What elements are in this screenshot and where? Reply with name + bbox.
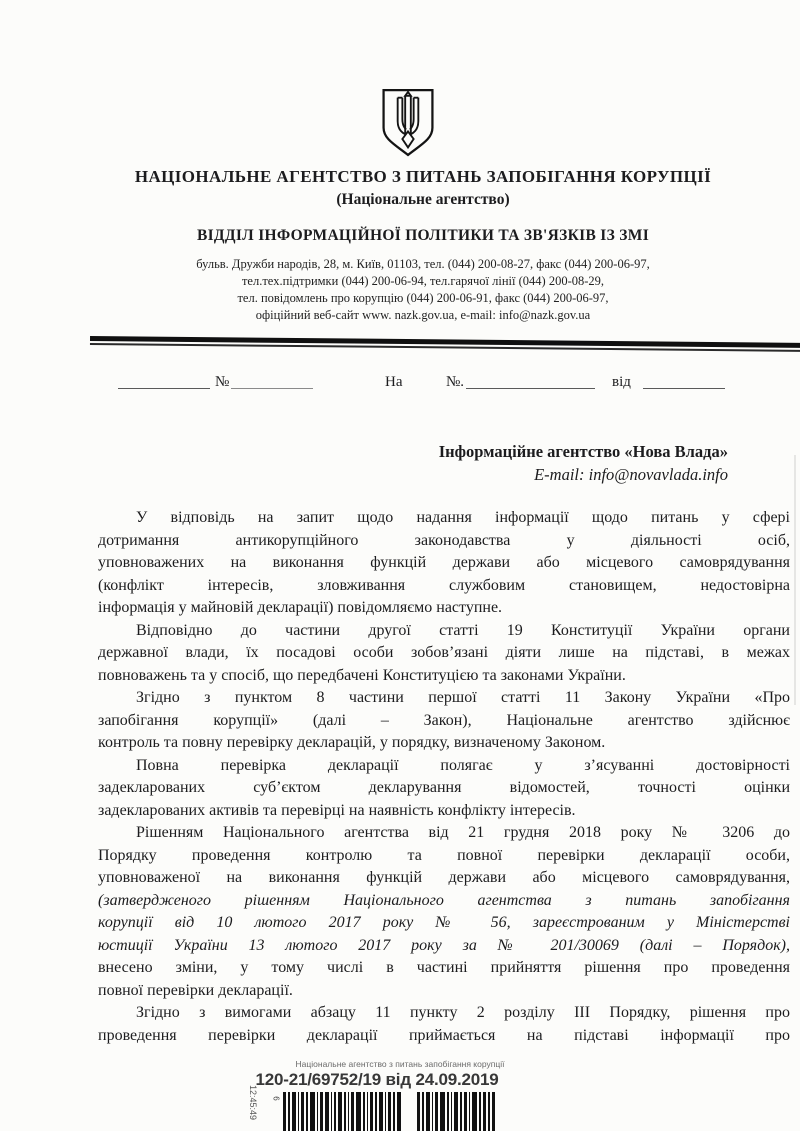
registration-barcode: [283, 1092, 495, 1131]
address-line: офіційний веб-сайт www. nazk.gov.ua, e-mail: info@nazk.gov.ua: [255, 308, 591, 322]
body-line: У відповідь на запит щодо надання інформації щодо питань у сфері: [136, 509, 790, 526]
footer-registration-number: 120-21/69752/19 від 24.09.2019: [255, 1070, 499, 1089]
body-line: Згідно з пунктом 8 частини першої статті 11 Закону України «Про: [136, 689, 790, 706]
body-line: Порядку проведення контролю та повної перевірки декларації особи,: [98, 846, 790, 864]
body-line: інформація у майновій декларації) повідомляємо наступне.: [98, 599, 503, 616]
org-name: НАЦІОНАЛЬНЕ АГЕНТСТВО З ПИТАНЬ ЗАПОБІГАННЯ КОРУПЦІЇ: [134, 167, 712, 186]
incoming-date-label: від: [612, 374, 631, 390]
body-line: уповноваженої на виконання функцій держави або місцевого самоврядування,: [98, 869, 790, 886]
body-line: задекларованих активів та перевірці на наявність конфлікту інтересів.: [98, 801, 576, 819]
incoming-number-blank: [466, 374, 595, 389]
body-line: проведення перевірки декларації приймається на підставі інформації про: [98, 1026, 790, 1044]
ukraine-trident-icon: [377, 86, 439, 160]
incoming-number-label: №.: [446, 374, 465, 390]
footer-barcode-prefix: 6: [271, 1096, 281, 1101]
outgoing-number-label: №: [215, 374, 230, 390]
outgoing-date-blank: [118, 374, 210, 389]
body-line: (затвердженого рішенням Національного агентства з питань запобігання: [98, 891, 790, 909]
recipient-block: [439, 440, 728, 486]
body-line: юстиції України 13 лютого 2017 року за № 201/30069 (далі – Порядок),: [98, 936, 790, 954]
body-paragraph: [98, 822, 790, 1002]
reply-to-label: На: [385, 374, 403, 390]
body-line: (конфлікт інтересів, зловживання службовим становищем, недостовірна: [98, 576, 790, 594]
letter-body: [98, 507, 790, 1047]
body-paragraph: [98, 687, 790, 755]
scan-edge-artifact: [794, 455, 796, 705]
body-line: Відповідно до частини другої статті 19 Конституції України органи: [136, 621, 790, 639]
body-line: державної влади, їх посадові особи зобов’язані діяти лише на підставі, в межах: [98, 644, 790, 661]
footer-time-vertical: 12:45:49: [248, 1085, 258, 1121]
body-paragraph: [98, 755, 790, 823]
org-short-name: (Національне агентство): [336, 191, 510, 208]
body-line: повної перевірки декларації.: [98, 981, 293, 999]
body-line: корупції від 10 лютого 2017 року № 56, зареєстрованим у Міністерстві: [98, 914, 790, 931]
body-paragraph: [98, 1002, 790, 1047]
body-line: задекларованих суб’єктом декларування відомостей, точності оцінки: [98, 779, 790, 796]
address-line: тел.тех.підтримки (044) 200-06-94, тел.гарячої лінії (044) 200-08-29,: [241, 274, 605, 288]
body-paragraph: [98, 620, 790, 688]
department-name: ВІДДІЛ ІНФОРМАЦІЙНОЇ ПОЛІТИКИ ТА ЗВ'ЯЗКІВ ІЗ ЗМІ: [196, 227, 650, 244]
reference-line: [0, 366, 800, 392]
body-line: контроль та повну перевірку декларацій, у порядку, визначеному Законом.: [98, 734, 606, 751]
recipient-name: Інформаційне агентство «Нова Влада»: [438, 442, 728, 461]
footer-org-name: Національне агентство з питань запобігання корупції: [295, 1059, 505, 1069]
address-line: бульв. Дружби народів, 28, м. Київ, 01103, тел. (044) 200-08-27, факс (044) 200-06-97,: [196, 257, 650, 271]
address-block: [46, 256, 800, 324]
letterhead-divider-rule: [90, 336, 800, 352]
body-paragraph: [98, 507, 790, 620]
body-line: дотримання антикорупційного законодавства у діяльності осіб,: [98, 531, 790, 549]
incoming-date-blank: [643, 374, 725, 389]
body-line: Згідно з вимогами абзацу 11 пункту 2 розділу ІІІ Порядку, рішення про: [136, 1004, 790, 1021]
body-line: уповноважених на виконання функцій держави або місцевого самоврядування: [98, 554, 790, 571]
body-line: внесено зміни, у тому числі в частині прийняття рішення про проведення: [98, 959, 790, 976]
body-line: Рішенням Національного агентства від 21 грудня 2018 року № 3206 до: [136, 824, 790, 841]
letterhead: [46, 166, 800, 324]
address-line: тел. повідомлень про корупцію (044) 200-06-91, факс (044) 200-06-97,: [237, 291, 609, 305]
body-line: запобігання корупції» (далі – Закон), Національне агентство здійснює: [98, 711, 790, 729]
body-line: повноважень та у спосіб, що передбачені Конституцією та законами України.: [98, 666, 626, 684]
recipient-email: E-mail: info@novavlada.info: [534, 465, 728, 484]
outgoing-number-blank: [231, 374, 313, 389]
body-line: Повна перевірка декларації полягає у з’ясуванні достовірності: [136, 756, 790, 774]
